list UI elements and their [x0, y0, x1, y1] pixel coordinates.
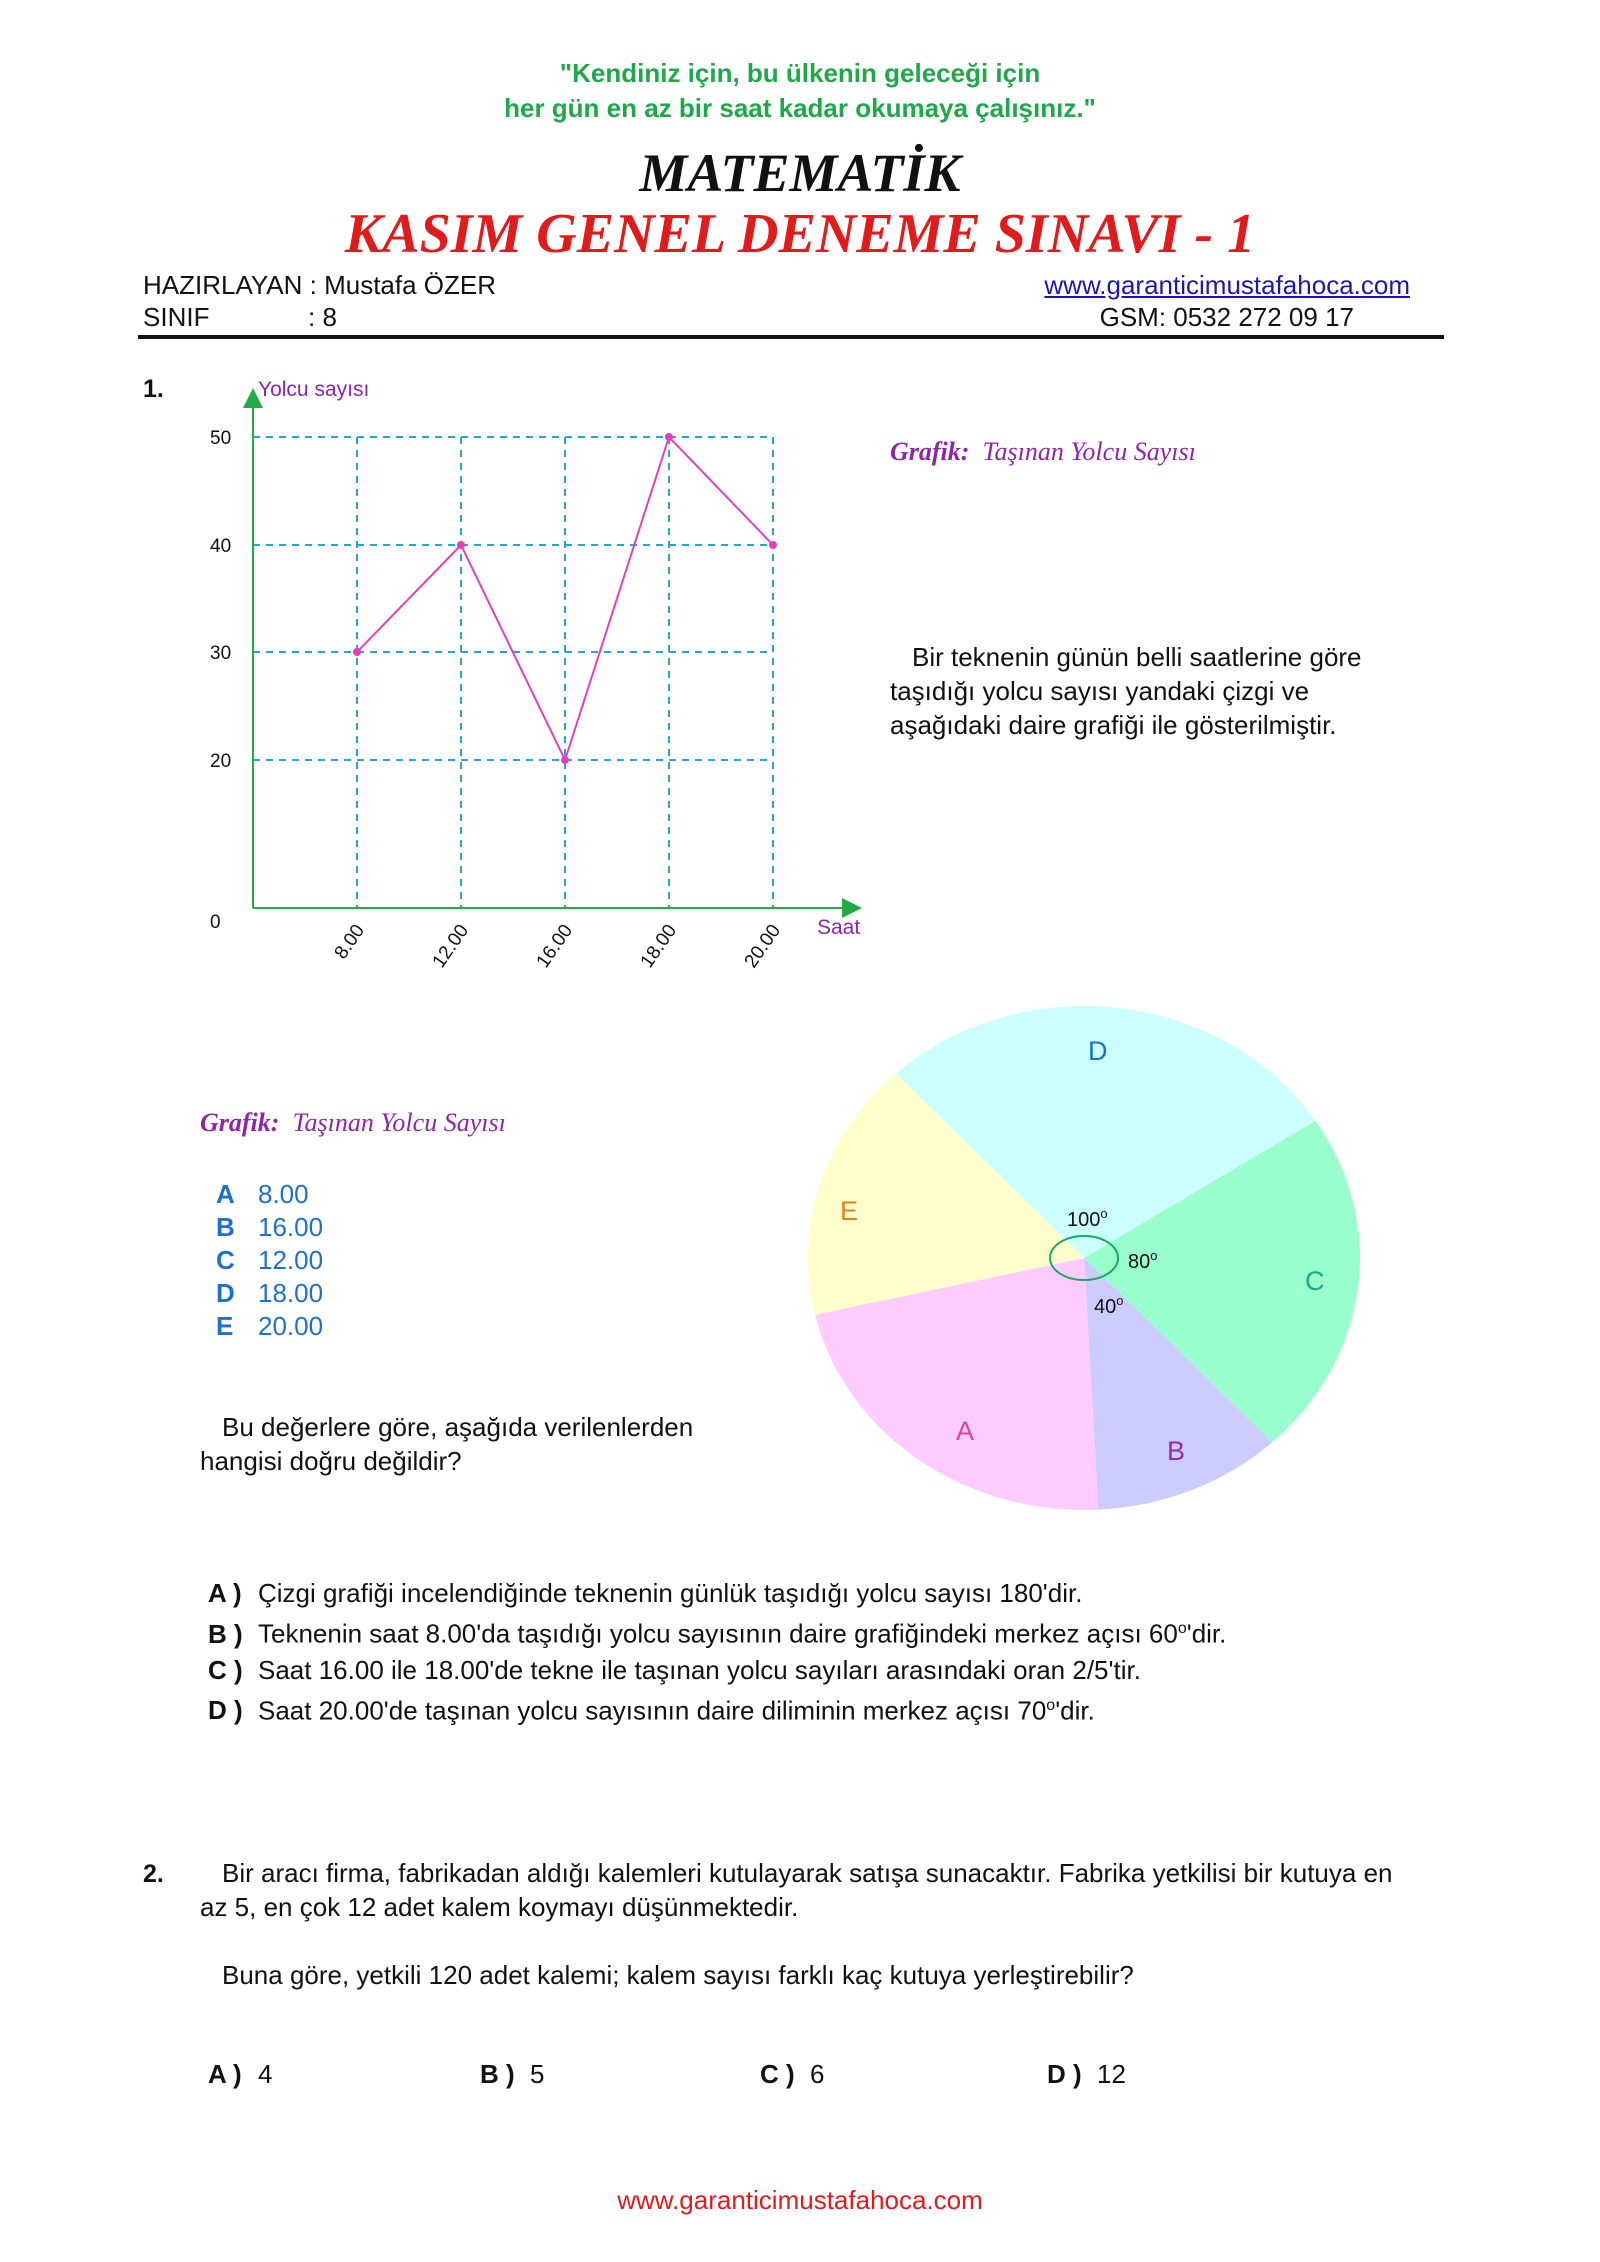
- legend-item: C 12.00: [216, 1245, 324, 1275]
- caption-top: [890, 437, 1196, 467]
- angle-label-80: 80$^o$: [1128, 1248, 1158, 1273]
- line-chart: [0, 0, 1600, 1000]
- option-d[interactable]: D ) Saat 20.00'de taşınan yolcu sayısının daire diliminin merkez açısı 70$^o$'dir.: [208, 1695, 1095, 1726]
- chart-grid: [253, 437, 773, 908]
- caption-bottom: [200, 1108, 506, 1138]
- legend-item: B 16.00: [216, 1212, 324, 1242]
- data-point: [353, 648, 361, 656]
- x-tick-label: 20.00: [740, 920, 786, 972]
- y-tick-label: 20: [210, 751, 232, 772]
- pie-label-b: B: [1167, 1436, 1186, 1466]
- q2-prompt: Buna göre, yetkili 120 adet kalemi; kalem sayısı farklı kaç kutuya yerleştirebilir?: [222, 1960, 1134, 1990]
- q2-text: Bir aracı firma, fabrikadan aldığı kalemleri kutulayarak satışa sunacaktır. Fabrika yetkilisi bir kutuya en az 5, en çok 12 adet kalem koymayı düşünmektedir.: [200, 1858, 1393, 1922]
- angle-label-40: 40$^o$: [1094, 1293, 1124, 1318]
- website-link[interactable]: www.garanticimustafahoca.com: [1044, 270, 1410, 300]
- option-a[interactable]: A ) Çizgi grafiği incelendiğinde teknenin günlük taşıdığı yolcu sayısı 180'dir.: [208, 1578, 1083, 1608]
- question-2-number: 2.: [143, 1860, 164, 1888]
- x-tick-label: 16.00: [532, 920, 578, 972]
- y-tick-label: 40: [210, 536, 232, 557]
- y-axis-label: Yolcu sayısı: [258, 378, 370, 401]
- motto-line-2: her gün en az bir saat kadar okumaya çalışınız.": [504, 93, 1096, 123]
- legend-item: E 20.00: [216, 1311, 324, 1341]
- caption-bottom-text: Taşınan Yolcu Sayısı: [292, 1108, 506, 1137]
- pie-label-a: A: [956, 1416, 975, 1446]
- option-b[interactable]: B ) Teknenin saat 8.00'da taşıdığı yolcu sayısının daire grafiğindeki merkez açısı 60$^o$'dir.: [208, 1618, 1227, 1649]
- caption-bottom-label: Grafik:: [200, 1108, 280, 1137]
- y-tick-label: 50: [210, 428, 232, 449]
- gsm-number: GSM: 0532 272 09 17: [1099, 302, 1354, 332]
- question-1-number: 1.: [143, 375, 164, 403]
- angle-label-100: 100$^o$: [1067, 1206, 1108, 1231]
- q1-options: [208, 1575, 1226, 1728]
- q2-option-a[interactable]: A ) 4: [208, 2059, 273, 2089]
- x-tick-label: 12.00: [428, 920, 474, 972]
- q1-prompt: Bu değerlere göre, aşağıda verilenlerden hangisi doğru değildir?: [200, 1412, 694, 1476]
- author-label: HAZIRLAYAN : Mustafa ÖZER: [143, 270, 497, 300]
- option-c[interactable]: C ) Saat 16.00 ile 18.00'de tekne ile taşınan yolcu sayıları arasındaki oran 2/5'tir.: [208, 1654, 1141, 1685]
- q1-description: Bir teknenin günün belli saatlerine göre taşıdığı yolcu sayısı yandaki çizgi ve aşağıdaki daire grafiği ile gösterilmiştir.: [890, 642, 1362, 740]
- q2-option-c[interactable]: C ) 6: [760, 2059, 825, 2089]
- footer-website[interactable]: www.garanticimustafahoca.com: [617, 2185, 983, 2215]
- data-point: [561, 756, 569, 764]
- y-tick-label: 30: [210, 643, 232, 664]
- x-tick-label: 8.00: [330, 920, 370, 964]
- pie-chart: [800, 1000, 1360, 1520]
- q2-option-d[interactable]: D ) 12: [1047, 2059, 1126, 2089]
- pie-label-c: C: [1305, 1266, 1325, 1296]
- y-tick-label: 0: [210, 912, 221, 933]
- pie-legend: [216, 1178, 323, 1343]
- data-point: [457, 541, 465, 549]
- legend-item: D 18.00: [216, 1278, 324, 1308]
- x-tick-label: 18.00: [636, 920, 682, 972]
- q2-option-b[interactable]: B ) 5: [480, 2059, 545, 2089]
- caption-top-label: Grafik:: [890, 437, 970, 466]
- subject-title: MATEMATİK: [639, 143, 961, 203]
- class-value: : 8: [308, 302, 337, 332]
- x-axis-label: Saat: [817, 916, 861, 939]
- caption-top-text: Taşınan Yolcu Sayısı: [982, 437, 1196, 466]
- exam-title: KASIM GENEL DENEME SINAVI - 1: [344, 203, 1256, 265]
- data-point: [665, 433, 673, 441]
- data-point: [769, 541, 777, 549]
- legend-item: A 8.00: [216, 1179, 309, 1209]
- class-label: SINIF: [143, 302, 210, 332]
- pie-label-e: E: [840, 1196, 859, 1226]
- motto-line-1: "Kendiniz için, bu ülkenin geleceği için: [559, 58, 1041, 88]
- pie-label-d: D: [1088, 1036, 1108, 1066]
